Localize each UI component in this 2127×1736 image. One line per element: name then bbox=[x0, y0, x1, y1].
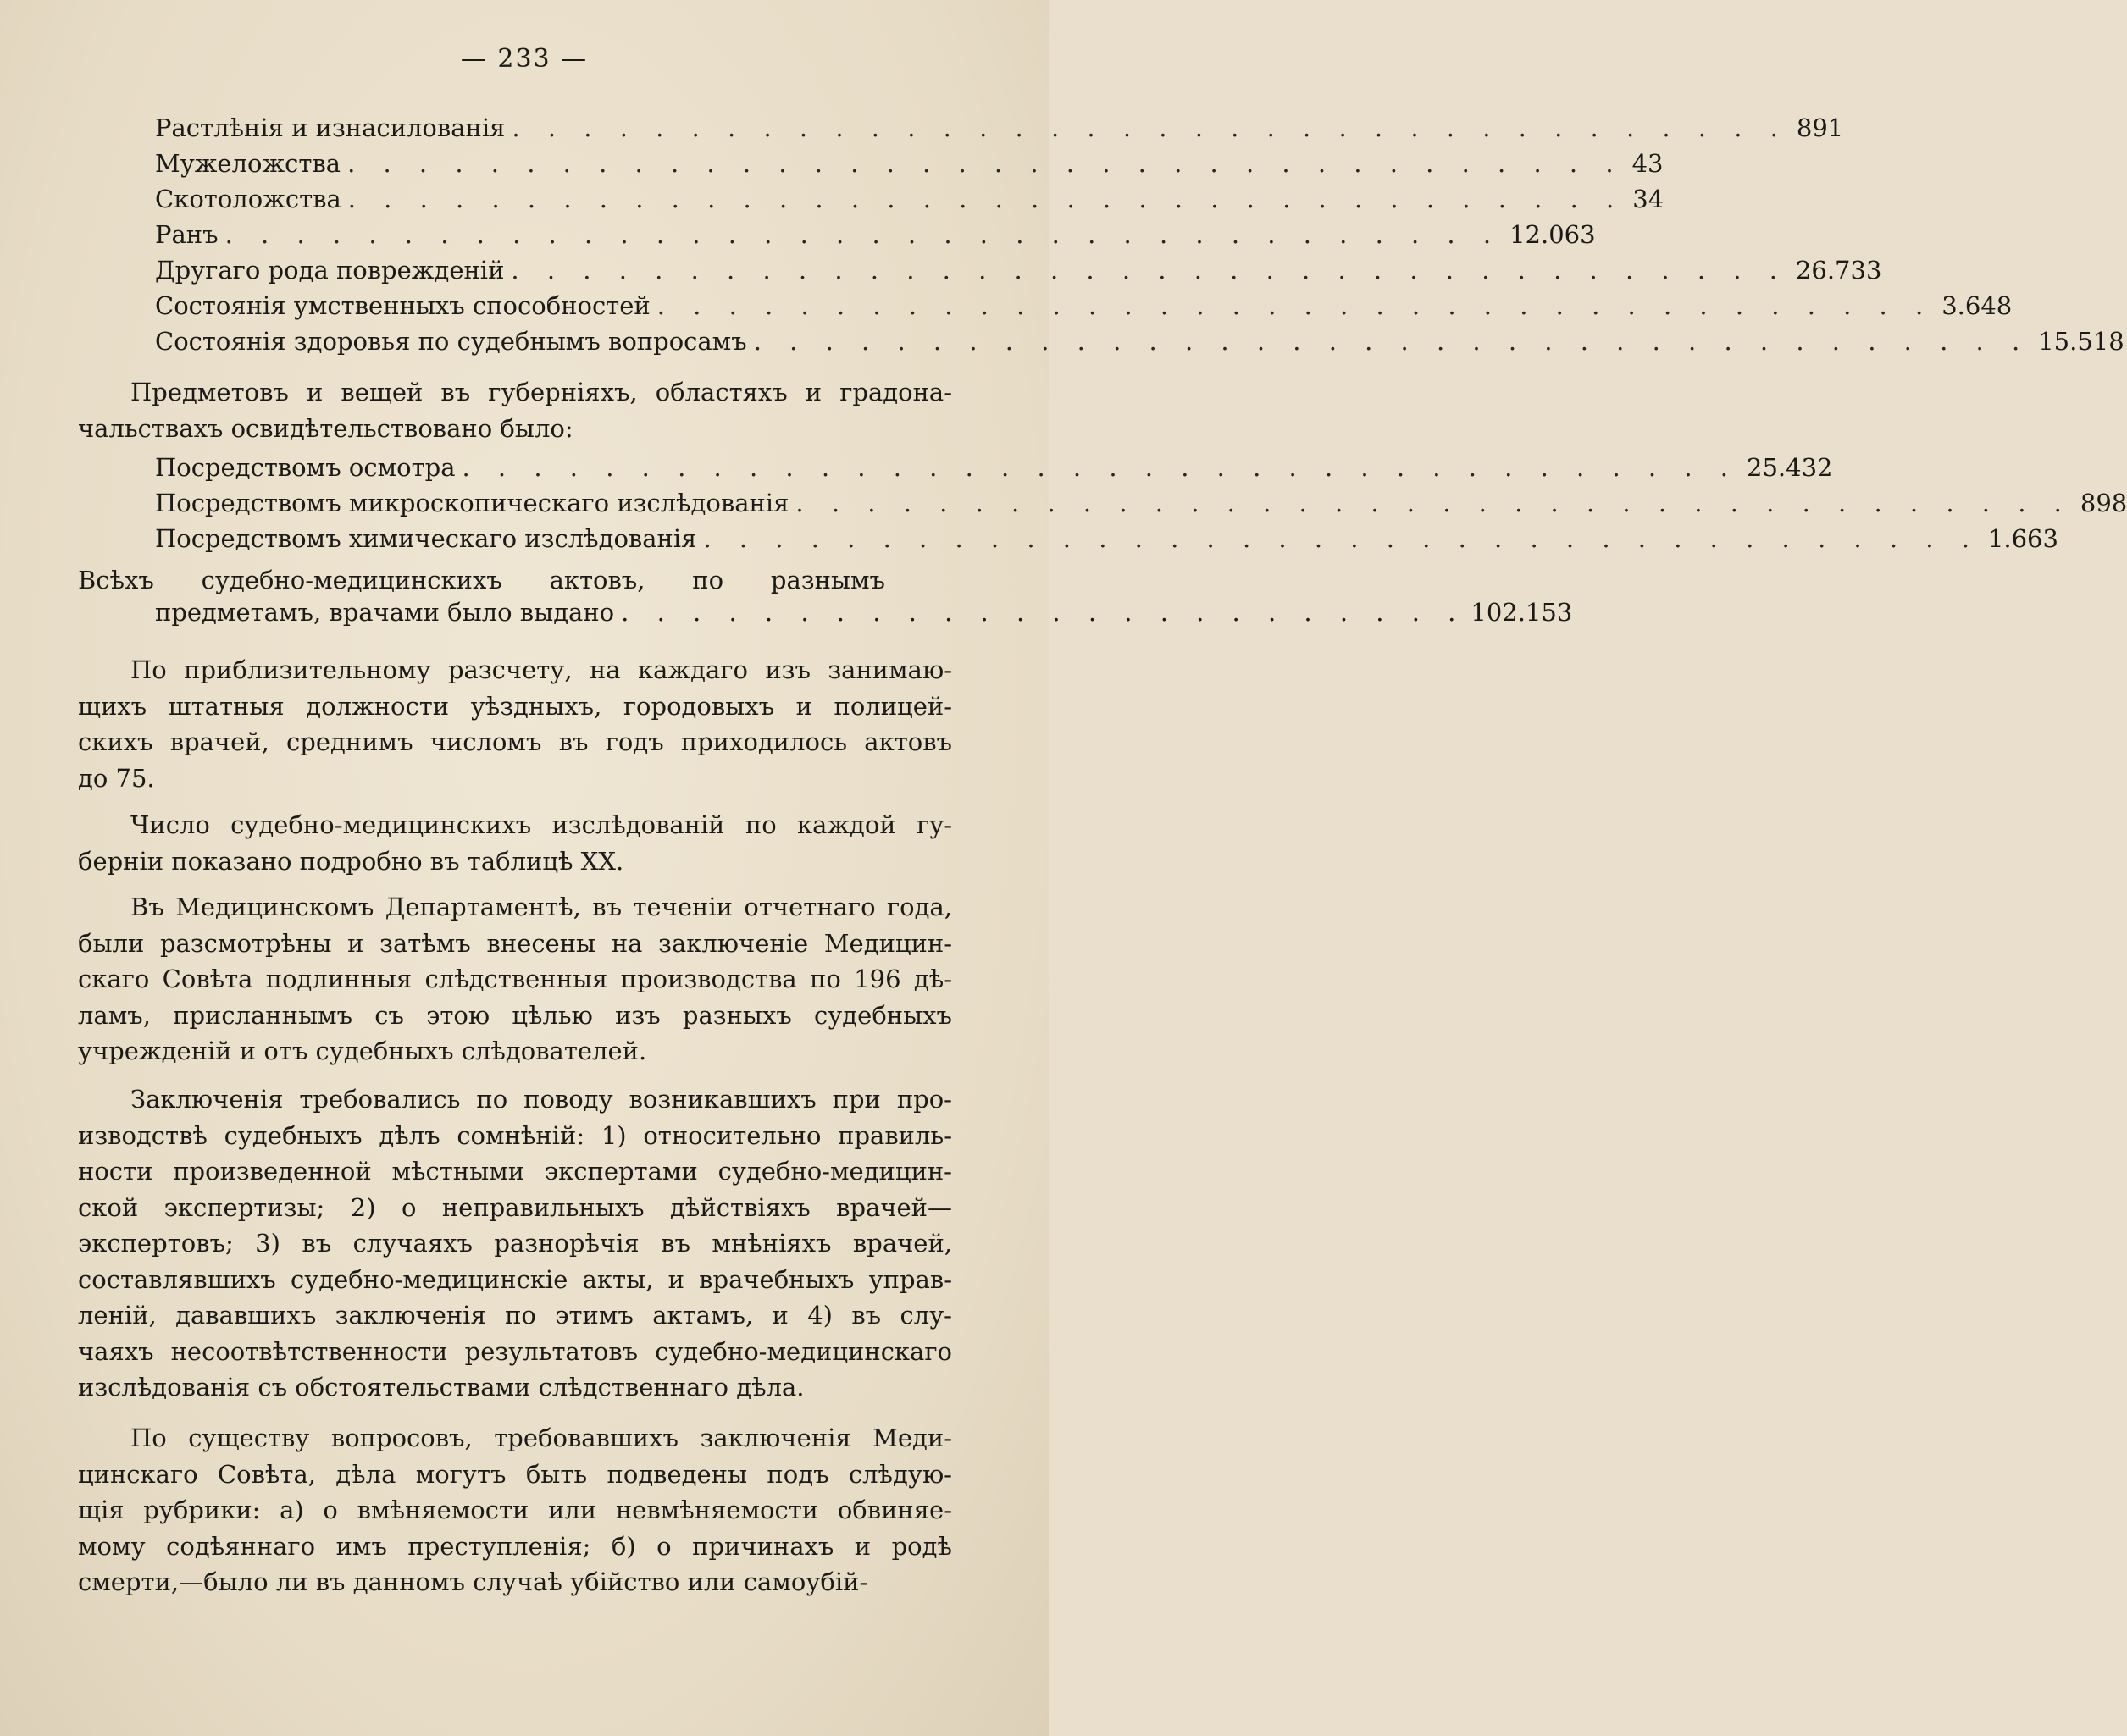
stats-value: 43 bbox=[1631, 149, 1664, 178]
text-line: берніи показано подробно въ таблицѣ XX. bbox=[78, 846, 624, 876]
stats-value: 15.518 bbox=[2038, 327, 2124, 356]
leader-dots: . . . . . . . . . . . . . . . . . . . . . . . . . . . . . . . . . . . . bbox=[347, 185, 1625, 213]
text-line: были разсмотрѣны и затѣмъ внесены на заключеніе Медицин- bbox=[78, 928, 952, 958]
leader-dots: . . . . . . . . . . . . . . . . . . . . . . . . bbox=[621, 598, 1466, 627]
paragraph-conclusions bbox=[78, 1081, 952, 1406]
stats-value: 12.063 bbox=[1509, 220, 1596, 249]
text-line: Число судебно-медицинскихъ изслѣдованій по каждой гу- bbox=[130, 810, 952, 839]
total-acts-value: 102.153 bbox=[1471, 598, 1573, 627]
stats-label: Скотоложства bbox=[155, 185, 341, 213]
stats-label: Ранъ bbox=[155, 220, 219, 249]
stats-row bbox=[155, 256, 1882, 291]
stats-value: 34 bbox=[1632, 185, 1664, 213]
leader-dots: . . . . . . . . . . . . . . . . . . . . . . . . . . . . . . . . . . . . bbox=[512, 113, 1788, 142]
paragraph-table-reference bbox=[78, 807, 952, 879]
stats-row bbox=[155, 489, 2127, 524]
stats-value: 3.648 bbox=[1941, 291, 2013, 320]
stats-label: Посредствомъ осмотра bbox=[155, 453, 456, 482]
text-line: щихъ штатныя должности уѣздныхъ, городовыхъ и полицей- bbox=[78, 691, 952, 721]
text-line: Заключенія требовались по поводу возникавшихъ при про- bbox=[130, 1085, 952, 1114]
text-line: скаго Совѣта подлинныя слѣдственныя производства по 196 дѣ- bbox=[78, 965, 952, 993]
paragraph-rubrics bbox=[78, 1420, 952, 1601]
leader-dots: . . . . . . . . . . . . . . . . . . . . . . . . . . . . . . . . . . . . bbox=[753, 327, 2030, 356]
text-line: мому содѣяннаго имъ преступленія; б) о причинахъ и родѣ bbox=[78, 1531, 952, 1561]
stats-label: Состоянія умственныхъ способностей bbox=[155, 291, 651, 320]
leader-dots: . . . . . . . . . . . . . . . . . . . . . . . . . . . . . . . . . . . . bbox=[703, 524, 1980, 553]
stats-label: Посредствомъ микроскопическаго изслѣдованія bbox=[155, 489, 789, 517]
text-line: до 75. bbox=[78, 763, 155, 793]
text-line: ской экспертизы; 2) о неправильныхъ дѣйствіяхъ врачей— bbox=[78, 1192, 952, 1222]
stats-value: 25.432 bbox=[1747, 453, 1833, 482]
text-line: изслѣдованія съ обстоятельствами слѣдственнаго дѣла. bbox=[78, 1373, 805, 1402]
leader-dots: . . . . . . . . . . . . . . . . . . . . . . . . . . . . . . . . . . . . bbox=[656, 291, 1934, 320]
leader-dots: . . . . . . . . . . . . . . . . . . . . . . . . . . . . . . . . . . . . bbox=[511, 256, 1787, 285]
text-line: Предметовъ и вещей въ губерніяхъ, областяхъ и градона- bbox=[130, 378, 952, 406]
stats-list-examinations bbox=[155, 113, 2124, 362]
text-line: чаяхъ несоотвѣтственности результатовъ судебно-медицинскаго bbox=[78, 1336, 952, 1366]
total-acts-entry bbox=[78, 562, 1573, 633]
text-line: щія рубрики: а) о вмѣняемости или невмѣняемости обвиняе- bbox=[78, 1496, 952, 1524]
text-line: ности произведенной мѣстными экспертами судебно-медицин- bbox=[78, 1157, 952, 1186]
stats-label: Состоянія здоровья по судебнымъ вопросамъ bbox=[155, 327, 747, 356]
stats-row bbox=[155, 291, 2013, 327]
stats-row bbox=[155, 149, 1664, 185]
leader-dots: . . . . . . . . . . . . . . . . . . . . . . . . . . . . . . . . . . . . bbox=[224, 220, 1502, 249]
text-line: смерти,—было ли въ данномъ случаѣ убійство или самоубій- bbox=[78, 1567, 868, 1596]
leader-dots: . . . . . . . . . . . . . . . . . . . . . . . . . . . . . . . . . . . . bbox=[795, 489, 2072, 517]
text-line: экспертовъ; 3) въ случаяхъ разнорѣчія въ мнѣніяхъ врачей, bbox=[78, 1229, 952, 1258]
stats-row bbox=[155, 453, 1833, 489]
text-line: Въ Медицинскомъ Департаментѣ, въ теченіи отчетнаго года, bbox=[130, 893, 952, 921]
stats-value: 898 bbox=[2080, 489, 2127, 517]
stats-row bbox=[155, 524, 2058, 560]
page-number: — 233 — bbox=[460, 44, 589, 74]
text-line: цинскаго Совѣта, дѣла могутъ быть подведены подъ слѣдую- bbox=[78, 1459, 952, 1489]
stats-label: Посредствомъ химическаго изслѣдованія bbox=[155, 524, 697, 553]
text-line: леній, дававшихъ заключенія по этимъ актамъ, и 4) въ слу- bbox=[78, 1301, 952, 1330]
text-line: По приблизительному разсчету, на каждаго изъ занимаю- bbox=[130, 655, 952, 684]
paragraph-department bbox=[78, 889, 952, 1070]
paragraph-acts-per-doctor bbox=[78, 652, 952, 796]
text-line: учрежденій и отъ судебныхъ слѣдователей. bbox=[78, 1037, 647, 1065]
stats-row bbox=[155, 185, 1664, 220]
total-acts-line2: предметамъ, врачами было выдано bbox=[155, 598, 615, 627]
stats-label: Мужеложства bbox=[155, 149, 341, 178]
stats-row bbox=[155, 113, 1844, 149]
stats-value: 26.733 bbox=[1795, 256, 1882, 285]
stats-list-objects bbox=[155, 453, 2127, 560]
text-line: изводствѣ судебныхъ дѣлъ сомнѣній: 1) относительно правиль- bbox=[78, 1120, 952, 1150]
text-line: По существу вопросовъ, требовавшихъ заключенія Меди- bbox=[130, 1424, 952, 1452]
text-line: составлявшихъ судебно-медицинскіе акты, и врачебныхъ управ- bbox=[78, 1264, 952, 1294]
intro-paragraph bbox=[78, 374, 952, 446]
text-line: чальствахъ освидѣтельствовано было: bbox=[78, 413, 573, 443]
total-acts-line1: Всѣхъ судебно-медицинскихъ актовъ, по разнымъ bbox=[78, 566, 885, 594]
leader-dots: . . . . . . . . . . . . . . . . . . . . . . . . . . . . . . . . . . . . bbox=[462, 453, 1738, 482]
leader-dots: . . . . . . . . . . . . . . . . . . . . . . . . . . . . . . . . . . . . bbox=[347, 149, 1624, 178]
stats-label: Другаго рода поврежденій bbox=[155, 256, 505, 285]
stats-value: 891 bbox=[1796, 113, 1844, 142]
text-line: ламъ, присланнымъ съ этою цѣлью изъ разныхъ судебныхъ bbox=[78, 1000, 952, 1030]
stats-value: 1.663 bbox=[1987, 524, 2058, 553]
text-line: скихъ врачей, среднимъ числомъ въ годъ приходилось актовъ bbox=[78, 727, 952, 756]
stats-row bbox=[155, 220, 1596, 256]
stats-row bbox=[155, 327, 2124, 362]
stats-label: Растлѣнія и изнасилованія bbox=[155, 113, 506, 142]
